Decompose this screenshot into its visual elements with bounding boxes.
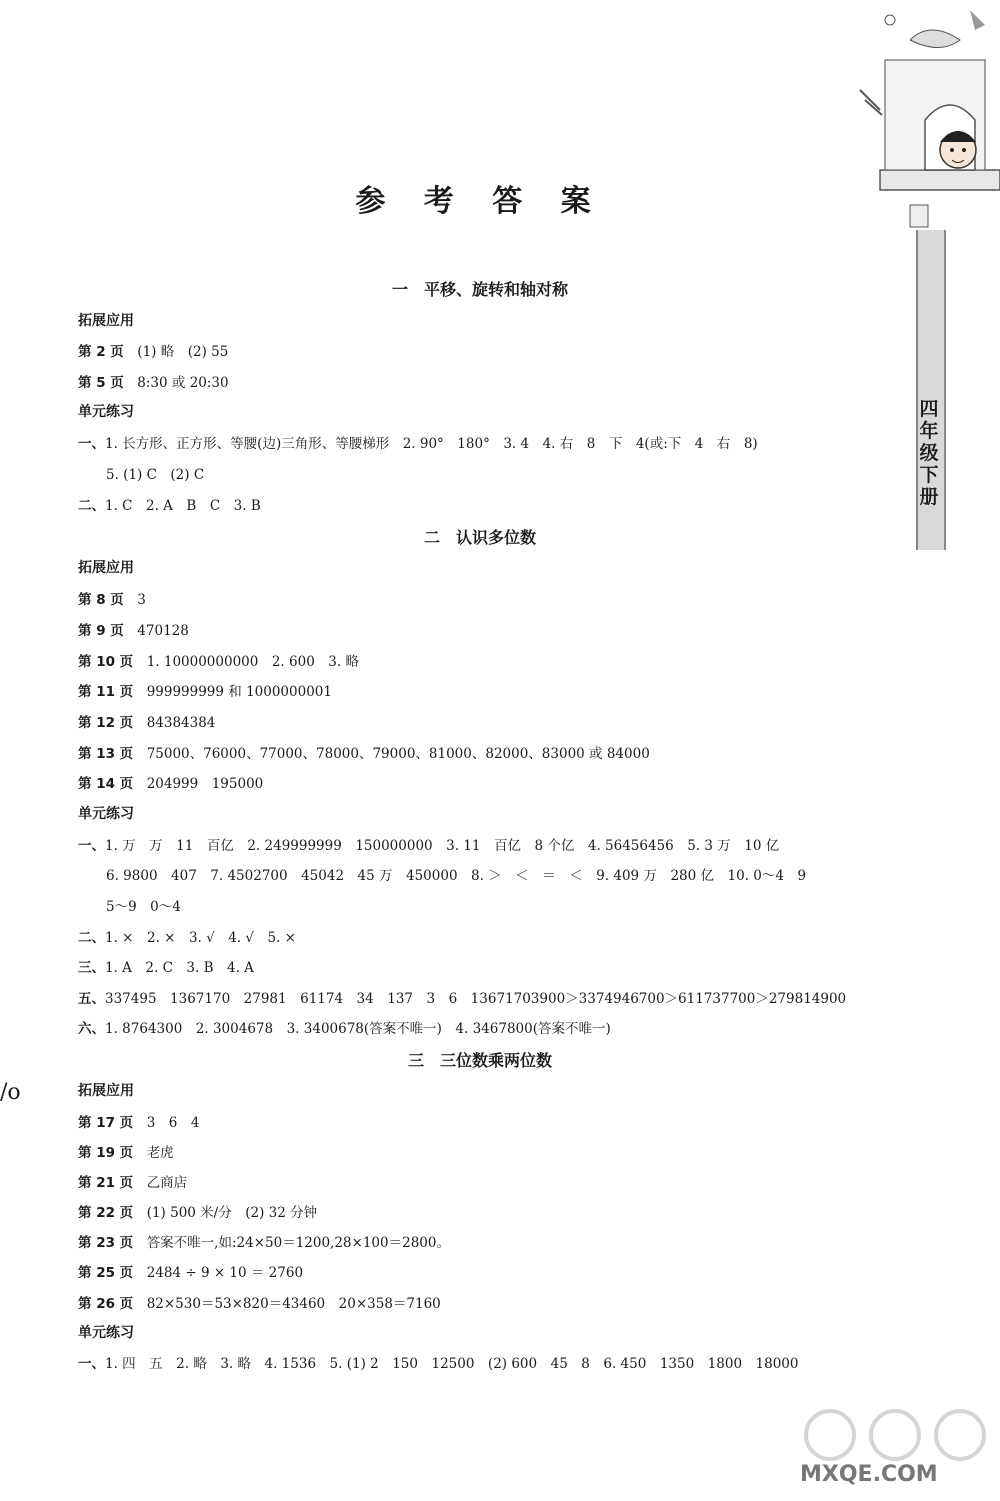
- page-label: 第 8 页: [78, 592, 124, 608]
- subheading-extension: 拓展应用: [78, 313, 134, 329]
- answer-line: [78, 588, 146, 608]
- answer-line: [78, 371, 229, 391]
- answer-line: [78, 834, 779, 854]
- question-group-label: 一、: [78, 436, 105, 452]
- answer-line: [78, 1292, 441, 1312]
- answer-line: 5～9 0～4: [106, 899, 181, 915]
- answer-line: [78, 926, 296, 946]
- answer-line: [78, 1141, 174, 1161]
- answer-text: 老虎: [146, 1145, 174, 1161]
- question-group-label: 三、: [78, 960, 105, 976]
- subheading-extension: 拓展应用: [78, 1083, 134, 1099]
- answer-line: 5. (1) C (2) C: [106, 467, 205, 483]
- answer-text: 1. A 2. C 3. B 4. A: [105, 960, 254, 976]
- answer-text: 337495 1367170 27981 61174 34 137 3 6 13671703900＞3374946700＞611737700＞279814900: [105, 991, 847, 1007]
- answer-text: 82×530＝53×820＝43460 20×358＝7160: [146, 1296, 441, 1312]
- side-tab-char: 年: [919, 420, 939, 442]
- page-label: 第 10 页: [78, 654, 134, 670]
- answer-line: [78, 1352, 798, 1372]
- answer-line: [78, 1017, 611, 1037]
- answer-line: [78, 1201, 317, 1221]
- answer-text: 1. 万 万 11 百亿 2. 249999999 150000000 3. 11 百亿 8 个亿 4. 56456456 5. 3 万 10 亿: [105, 838, 780, 854]
- page-label: 第 2 页: [78, 344, 124, 360]
- section-heading: 一 平移、旋转和轴对称: [391, 280, 568, 299]
- answer-text: 204999 195000: [146, 776, 264, 792]
- answer-line: [78, 494, 261, 514]
- page-number: /o: [0, 1080, 21, 1105]
- answer-line: 6. 9800 407 7. 4502700 45042 45 万 450000 8. ＞ ＜ ＝ ＜ 9. 409 万 280 亿 10. 0～4 9: [106, 868, 807, 884]
- side-tab-char: 四: [919, 398, 939, 420]
- subheading-unit: 单元练习: [78, 404, 134, 420]
- page-label: 第 19 页: [78, 1145, 134, 1161]
- answer-line: [78, 619, 189, 639]
- answer-text: 999999999 和 1000000001: [146, 684, 332, 700]
- answer-text: 1. 10000000000 2. 600 3. 略: [146, 654, 359, 670]
- page-label: 第 5 页: [78, 375, 124, 391]
- watermark-text: MXQE.COM: [800, 1462, 938, 1487]
- section-heading: 二 认识多位数: [423, 528, 536, 547]
- side-tab-char: 下: [919, 464, 939, 486]
- answer-line: [78, 987, 846, 1007]
- page-label: 第 21 页: [78, 1175, 134, 1191]
- page-label: 第 14 页: [78, 776, 134, 792]
- answer-text: 乙商店: [146, 1175, 188, 1191]
- answer-text: 8:30 或 20:30: [137, 375, 229, 391]
- answer-text: 答案不唯一,如:24×50＝1200,28×100＝2800。: [146, 1235, 450, 1251]
- answer-line: [78, 1111, 199, 1131]
- answer-line: [78, 340, 228, 360]
- answer-text: 1. × 2. × 3. √ 4. √ 5. ×: [105, 930, 296, 946]
- question-group-label: 六、: [78, 1021, 105, 1037]
- subheading-unit: 单元练习: [78, 1325, 134, 1341]
- question-group-label: 五、: [78, 991, 105, 1007]
- question-group-label: 二、: [78, 930, 105, 946]
- side-tab-char: 册: [919, 486, 939, 508]
- page-label: 第 22 页: [78, 1205, 134, 1221]
- page-title: 参 考 答 案: [355, 184, 605, 219]
- answer-text: 2484 ÷ 9 × 10 ＝ 2760: [146, 1265, 304, 1281]
- page-label: 第 11 页: [78, 684, 134, 700]
- answer-line: [78, 1171, 187, 1191]
- page-label: 第 13 页: [78, 746, 134, 762]
- answer-text: (1) 500 米/分 (2) 32 分钟: [146, 1205, 318, 1221]
- question-group-label: 一、: [78, 838, 105, 854]
- answer-text: 1. 四 五 2. 略 3. 略 4. 1536 5. (1) 2 150 12500 (2) 600 45 8 6. 450 1350 1800 18000: [105, 1356, 799, 1372]
- answer-text: 3: [137, 592, 146, 608]
- answer-line: [78, 432, 758, 452]
- page-label: 第 23 页: [78, 1235, 134, 1251]
- answer-line: [78, 711, 215, 731]
- answer-line: [78, 956, 254, 976]
- answer-text: 1. 长方形、正方形、等腰(边)三角形、等腰梯形 2. 90° 180° 3. 4 4. 右 8 下 4(或:下 4 右 8): [105, 436, 758, 452]
- answer-line: [78, 680, 332, 700]
- question-group-label: 一、: [78, 1356, 105, 1372]
- page-label: 第 9 页: [78, 623, 124, 639]
- section-heading: 三 三位数乘两位数: [407, 1051, 552, 1070]
- answer-line: [78, 650, 359, 670]
- page-label: 第 12 页: [78, 715, 134, 731]
- answer-line: [78, 1261, 303, 1281]
- page-label: 第 25 页: [78, 1265, 134, 1281]
- answer-line: [78, 772, 263, 792]
- answer-text: (1) 略 (2) 55: [137, 344, 229, 360]
- answer-line: [78, 742, 650, 762]
- answer-text: 1. 8764300 2. 3004678 3. 3400678(答案不唯一) 4. 3467800(答案不唯一): [105, 1021, 611, 1037]
- question-group-label: 二、: [78, 498, 105, 514]
- answer-text: 470128: [137, 623, 189, 639]
- answer-line: [78, 1231, 450, 1251]
- subheading-unit: 单元练习: [78, 806, 134, 822]
- answer-text: 75000、76000、77000、78000、79000、81000、82000、83000 或 84000: [146, 746, 650, 762]
- page-label: 第 26 页: [78, 1296, 134, 1312]
- answer-text: 3 6 4: [146, 1115, 200, 1131]
- page-label: 第 17 页: [78, 1115, 134, 1131]
- answer-text: 84384384: [146, 715, 216, 731]
- side-tab-label: [912, 398, 946, 508]
- answer-text: 1. C 2. A B C 3. B: [105, 498, 261, 514]
- side-tab-char: 级: [919, 442, 939, 464]
- subheading-extension: 拓展应用: [78, 560, 134, 576]
